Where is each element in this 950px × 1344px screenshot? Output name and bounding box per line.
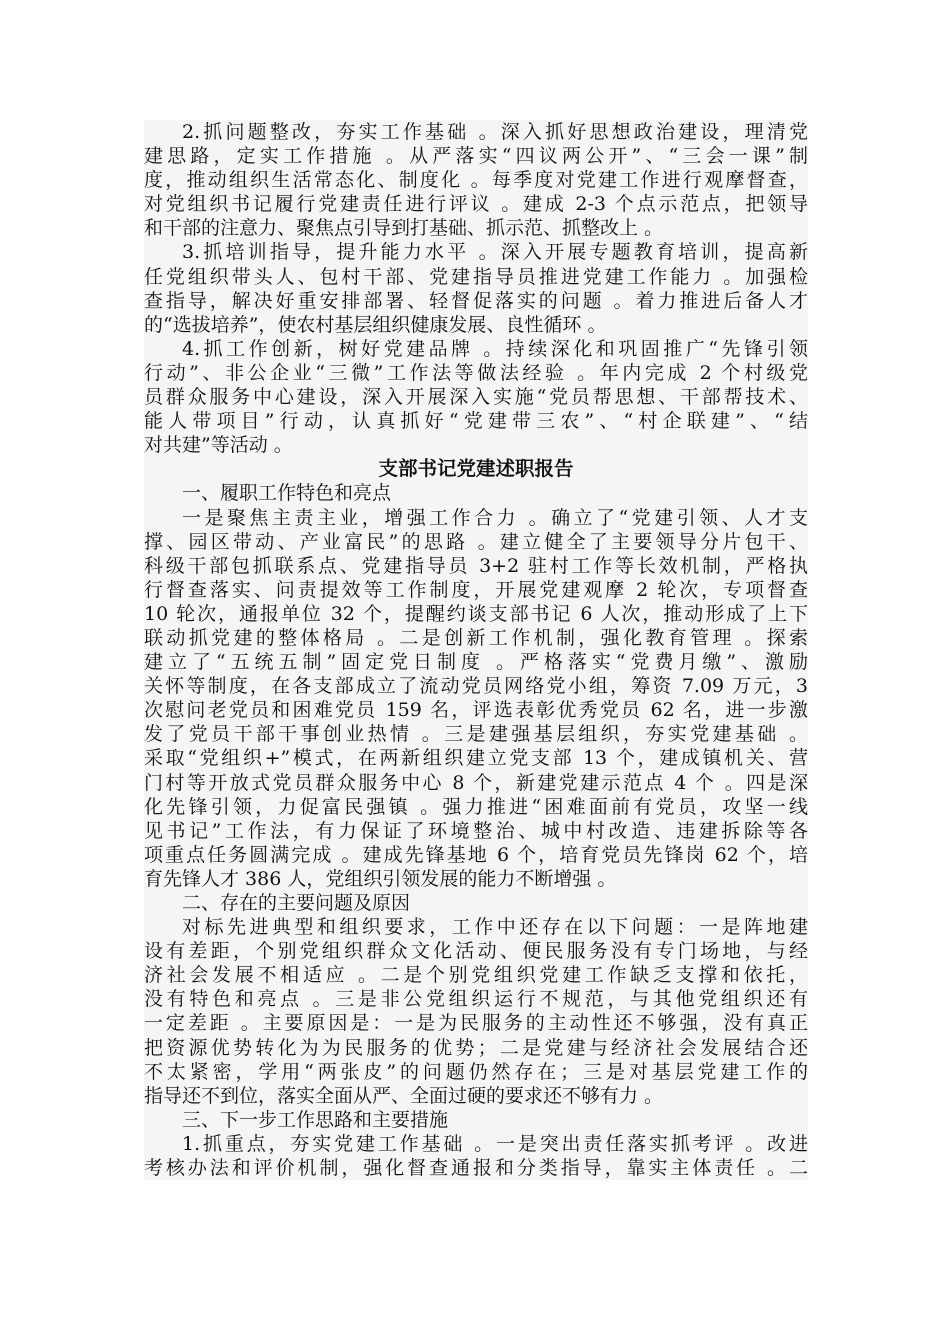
text-line: 没有特色和亮点 。三是非公党组织运行不规范，与其他党组织还有 <box>144 988 808 1011</box>
text-line: 济社会发展不相适应 。二是个别党组织党建工作缺乏支撑和依托， <box>144 964 808 987</box>
text-line: 指导还不到位，落实全面从严、全面过硬的要求还不够有力 。 <box>144 1084 808 1108</box>
text-line: 2.抓问题整改，夯实工作基础 。深入抓好思想政治建设，理清党 <box>144 120 808 144</box>
text-line: 10 轮次，通报单位 32 个，提醒约谈支部书记 6 人次，推动形成了上下 <box>144 602 808 625</box>
text-line: 采取“党组织+”模式，在两新组织建立党支部 13 个，建成镇机关、营 <box>144 747 808 770</box>
text-line: 行督查落实、问责提效等工作制度，开展党建观摩 2 轮次，专项督查 <box>144 578 808 601</box>
text-line: 建立了“五统五制”固定党日制度 。严格落实“党费月缴”、激励 <box>144 651 808 674</box>
text-line: 一、履职工作特色和亮点 <box>144 481 808 505</box>
text-line: 度，推动组织生活常态化、制度化 。每季度对党建工作进行观摩督查， <box>144 169 808 192</box>
text-line: 次慰问老党员和困难党员 159 名，评选表彰优秀党员 62 名，进一步激 <box>144 699 808 722</box>
text-line: 3.抓培训指导，提升能力水平 。深入开展专题教育培训，提高新 <box>144 240 808 264</box>
text-line: 设有差距，个别党组织群众文化活动、便民服务没有专门场地，与经 <box>144 940 808 963</box>
text-line: 撑、园区带动、产业富民”的思路 。建立健全了主要领导分片包干、 <box>144 530 808 553</box>
text-line: 的“选拔培养”，使农村基层组织健康发展、良性循环 。 <box>144 313 808 337</box>
section-title: 支部书记党建述职报告 <box>144 457 808 481</box>
text-line: 4.抓工作创新，树好党建品牌 。持续深化和巩固推广“先锋引领 <box>144 337 808 361</box>
text-line: 见书记”工作法，有力保证了环境整治、城中村改造、违建拆除等各 <box>144 819 808 842</box>
text-line: 发了党员干部干事创业热情 。三是建强基层组织，夯实党建基础 。 <box>144 723 808 746</box>
text-line: 育先锋人才 386 人，党组织引领发展的能力不断增强 。 <box>144 867 808 891</box>
document-page <box>144 120 808 1180</box>
text-line: 项重点任务圆满完成 。建成先锋基地 6 个，培育党员先锋岗 62 个，培 <box>144 843 808 866</box>
text-line: 把资源优势转化为为民服务的优势；二是党建与经济社会发展结合还 <box>144 1036 808 1059</box>
text-line: 联动抓党建的整体格局 。二是创新工作机制，强化教育管理 。探索 <box>144 626 808 649</box>
text-line: 对党组织书记履行党建责任进行评议 。建成 2-3 个点示范点，把领导 <box>144 193 808 216</box>
text-line: 对标先进典型和组织要求，工作中还存在以下问题：一是阵地建 <box>144 915 808 939</box>
text-line: 不太紧密，学用“两张皮”的问题仍然存在；三是对基层党建工作的 <box>144 1060 808 1083</box>
text-line: 二、存在的主要问题及原因 <box>144 891 808 915</box>
text-line: 一定差距 。主要原因是：一是为民服务的主动性还不够强，没有真正 <box>144 1012 808 1035</box>
text-line: 门村等开放式党员群众服务中心 8 个，新建党建示范点 4 个 。四是深 <box>144 771 808 794</box>
text-line: 任党组织带头人、包村干部、党建指导员推进党建工作能力 。加强检 <box>144 265 808 288</box>
text-line: 对共建”等活动 。 <box>144 433 808 457</box>
text-line: 能人带项目”行动，认真抓好“党建带三农”、“村企联建”、“结 <box>144 410 808 433</box>
text-line: 查指导，解决好重安排部署、轻督促落实的问题 。着力推进后备人才 <box>144 289 808 312</box>
text-line: 行动”、非公企业“三微”工作法等做法经验 。年内完成 2 个村级党 <box>144 361 808 384</box>
text-line: 三、下一步工作思路和主要措施 <box>144 1108 808 1132</box>
text-line: 1.抓重点，夯实党建工作基础 。一是突出责任落实抓考评 。改进 <box>144 1132 808 1156</box>
text-line: 一是聚焦主责主业，增强工作合力 。确立了“党建引领、人才支 <box>144 506 808 530</box>
text-line: 建思路，定实工作措施 。从严落实“四议两公开”、“三会一课”制 <box>144 145 808 168</box>
text-line: 关怀等制度，在各支部成立了流动党员网络党小组，筹资 7.09 万元，3 <box>144 675 808 698</box>
text-line: 考核办法和评价机制，强化督查通报和分类指导，靠实主体责任 。二 <box>144 1157 808 1180</box>
text-line: 科级干部包抓联系点、党建指导员 3+2 驻村工作等长效机制，严格执 <box>144 554 808 577</box>
text-line: 员群众服务中心建设，深入开展深入实施“党员帮思想、干部帮技术、 <box>144 386 808 409</box>
text-line: 化先锋引领，力促富民强镇 。强力推进“困难面前有党员，攻坚一线 <box>144 795 808 818</box>
text-line: 和干部的注意力、聚焦点引导到打基础、抓示范、抓整改上 。 <box>144 216 808 240</box>
